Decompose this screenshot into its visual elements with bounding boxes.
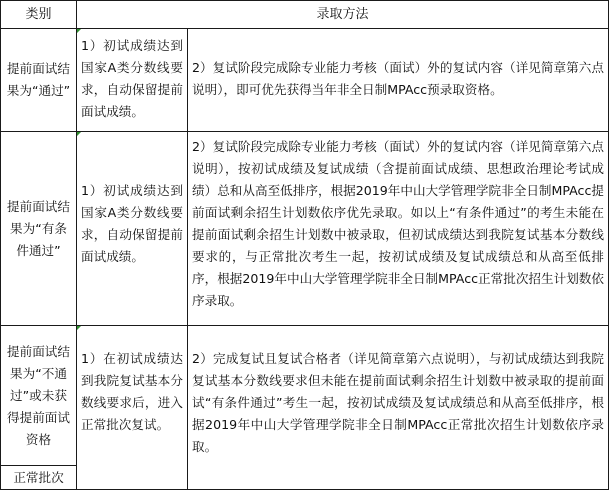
row-2-category bbox=[0, 131, 77, 326]
row-3-condition: 1）在初试成绩达到我院复试基本分数线要求后，进入正常批次复试。 bbox=[76, 325, 188, 490]
row-3-method: 2）完成复试且复试合格者（详见简章第六点说明），与初试成绩达到我院复试基本分数线要求但未能在提前面试剩余招生计划数中被录取的提前面试“有条件通过”考生一起，按初试成绩及复试成绩总和从高至低排序，根据2019年中山大学管理学院非全日制MPAcc正常批次招生计划数依序录取。 bbox=[187, 325, 609, 490]
header-category: 类别 bbox=[0, 0, 77, 29]
row-1-condition: 1）初试成绩达到国家A类分数线要求，自动保留提前面试成绩。 bbox=[76, 28, 188, 132]
cell-corner-mark bbox=[77, 29, 81, 33]
header-method: 录取方法 bbox=[76, 0, 609, 29]
cell-corner-mark bbox=[77, 132, 81, 136]
row-3-category bbox=[0, 325, 77, 466]
row-1-category bbox=[0, 28, 77, 132]
row-1-category-text: 提前面试结果为“通过” bbox=[6, 61, 71, 98]
row-2-condition: 1）初试成绩达到国家A类分数线要求，自动保留提前面试成绩。 bbox=[76, 131, 188, 326]
row-2-category-text: 提前面试结果为“有条件通过” bbox=[7, 198, 70, 258]
row-2-method: 2）复试阶段完成除专业能力考核（面试）外的复试内容（详见简章第六点说明），按初试成绩及复试成绩（含提前面试成绩、思想政治理论考试成绩）总和从高至低排序，根据2019年中山大学管理学院非全日制MPAcc提前面试剩余招生计划数依序优先录取。如以上“有条件通过”的考生未能在提前面试剩余招生计划数中被录取，但初试成绩达到我院复试基本分数线要求的，与正常批次考生一起，按初试成绩及复试成绩总和从高至低排序，根据2019年中山大学管理学院非全日制MPAcc正常批次招生计划数依序录取。 bbox=[187, 131, 609, 326]
normal-batch-label: 正常批次 bbox=[0, 465, 77, 490]
row-1-method: 2）复试阶段完成除专业能力考核（面试）外的复试内容（详见简章第六点说明），即可优先获得当年非全日制MPAcc预录取资格。 bbox=[187, 28, 609, 132]
row-3-category-text: 提前面试结果为“不通过”或未获得提前面试资格 bbox=[7, 343, 70, 447]
cell-corner-mark bbox=[77, 326, 81, 330]
